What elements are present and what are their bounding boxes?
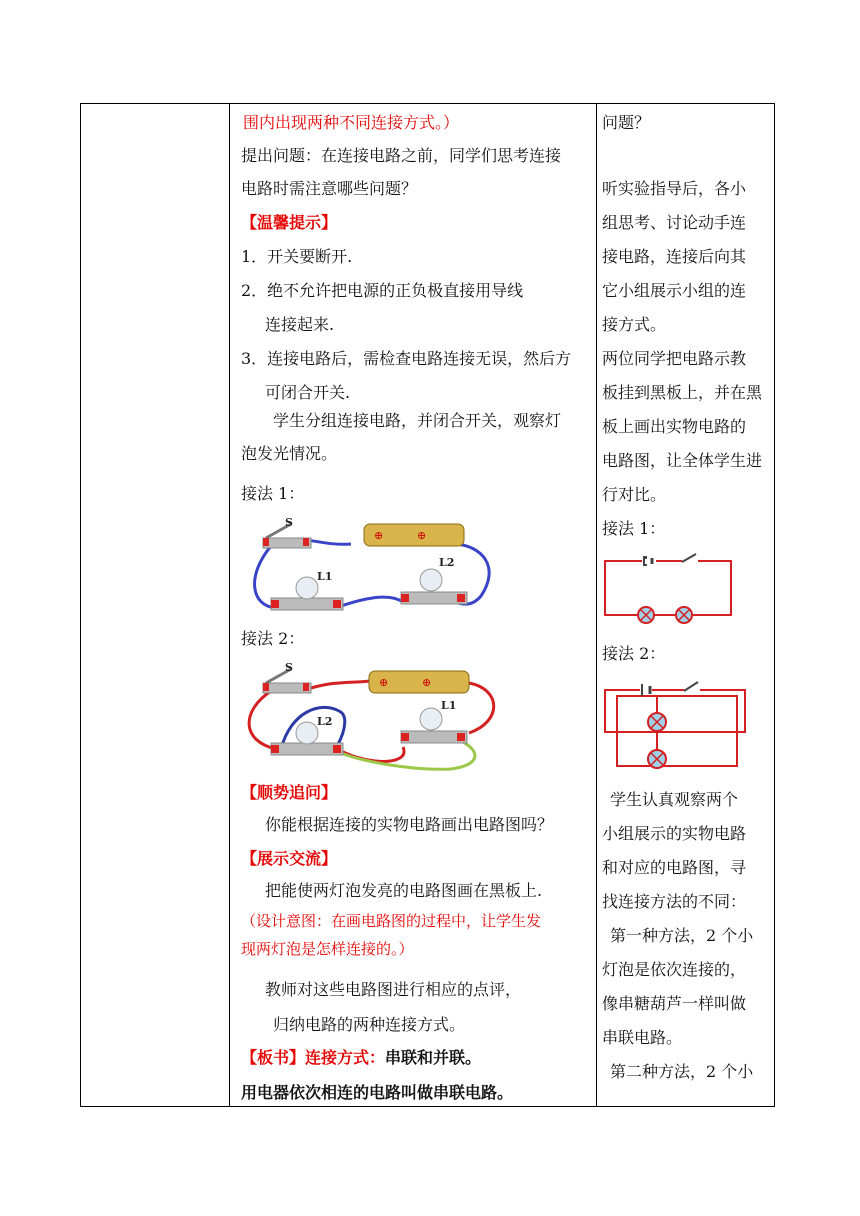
follow-up-heading: 【顺势追问】 <box>241 783 338 802</box>
right-line-10: 电路图，让全体学生进 <box>602 451 763 470</box>
right-line-6: 接方式。 <box>602 315 667 334</box>
tip-3b: 可闭合开关. <box>265 383 351 402</box>
design-intent-2: 现两灯泡是怎样连接的。） <box>241 940 414 958</box>
lesson-table <box>80 103 775 1107</box>
observe-line-4: 找连接方法的不同： <box>602 892 747 911</box>
plus-mark-1: ⊕ <box>374 529 384 542</box>
right-line-9: 板上画出实物电路的 <box>602 417 747 436</box>
observe-line-8: 串联电路。 <box>602 1028 683 1047</box>
plus-mark-2: ⊕ <box>417 529 427 542</box>
student-activity-column <box>602 104 772 1106</box>
lamp-label-l2-a: L2 <box>439 556 455 569</box>
lamp-label-l2-b: L2 <box>317 715 333 728</box>
physical-circuit-1 <box>241 516 491 621</box>
right-line-2: 听实验指导后，各小 <box>602 179 747 198</box>
right-line-5: 它小组展示小组的连 <box>602 281 747 300</box>
board-line <box>241 1048 481 1068</box>
observe-line-5: 第一种方法，2 个小 <box>610 926 754 945</box>
design-intent-1: （设计意图：在画电路图的过程中，让学生发 <box>241 912 542 930</box>
question-line-2: 电路时需注意哪些问题？ <box>241 179 418 198</box>
observe-line-3: 和对应的电路图，寻 <box>602 858 747 877</box>
right-line-11: 行对比。 <box>602 485 667 504</box>
board-connection-label: 连接方式： <box>305 1048 386 1067</box>
right-line-7: 两位同学把电路示教 <box>602 349 747 368</box>
switch-label-s2: S <box>285 661 293 674</box>
series-circuit-diagram <box>602 556 734 618</box>
column-divider-right <box>596 104 597 1106</box>
right-line-1: 问题？ <box>602 113 651 132</box>
switch-label-s1: S <box>285 516 293 529</box>
observe-line-9: 第二种方法，2 个小 <box>610 1062 754 1081</box>
group-line-2: 泡发光情况。 <box>241 444 338 463</box>
plus-mark-3: ⊕ <box>379 676 389 689</box>
method-2-label: 接法 2： <box>241 629 305 648</box>
teacher-activity-column <box>241 104 596 1106</box>
parallel-circuit-diagram <box>602 682 752 786</box>
right-line-4: 接电路，连接后向其 <box>602 247 747 266</box>
right-method-2-label: 接法 2： <box>602 644 666 663</box>
show-text: 把能使两灯泡发亮的电路图画在黑板上. <box>265 881 543 900</box>
method-1-label: 接法 1： <box>241 484 305 503</box>
tip-1: 1．开关要断开. <box>241 247 353 266</box>
series-definition: 用电器依次相连的电路叫做串联电路。 <box>241 1083 514 1102</box>
tip-2a: 2．绝不允许把电源的正负极直接用导线 <box>241 281 524 300</box>
group-line-1: 学生分组连接电路，并闭合开关，观察灯 <box>273 411 562 430</box>
right-line-3: 组思考、讨论动手连 <box>602 213 747 232</box>
lamp-label-l1-a: L1 <box>317 570 333 583</box>
right-method-1-label: 接法 1： <box>602 519 666 538</box>
board-heading: 【板书】 <box>241 1048 306 1067</box>
tip-2b: 连接起来. <box>265 315 335 334</box>
observe-line-7: 像串糖葫芦一样叫做 <box>602 994 747 1013</box>
show-heading: 【展示交流】 <box>241 849 338 868</box>
comment-line-1: 教师对这些电路图进行相应的点评， <box>265 980 522 999</box>
observe-line-1: 学生认真观察两个 <box>610 790 739 809</box>
comment-line-2: 归纳电路的两种连接方式。 <box>273 1015 466 1034</box>
tip-heading: 【温馨提示】 <box>241 213 338 232</box>
design-intent-tail: 围内出现两种不同连接方式。） <box>243 113 460 132</box>
observe-line-2: 小组展示的实物电路 <box>602 824 747 843</box>
physical-circuit-2 <box>241 661 491 779</box>
tip-3a: 3．连接电路后，需检查电路连接无误，然后方 <box>241 349 572 368</box>
board-connection-types: 串联和并联。 <box>385 1048 482 1067</box>
plus-mark-4: ⊕ <box>422 676 432 689</box>
follow-up-question: 你能根据连接的实物电路画出电路图吗？ <box>265 815 554 834</box>
lamp-label-l1-b: L1 <box>441 699 457 712</box>
question-line-1: 提出问题：在连接电路之前，同学们思考连接 <box>241 146 562 165</box>
right-line-8: 板挂到黑板上，并在黑 <box>602 383 763 402</box>
column-divider-left <box>229 104 230 1106</box>
observe-line-6: 灯泡是依次连接的， <box>602 960 747 979</box>
